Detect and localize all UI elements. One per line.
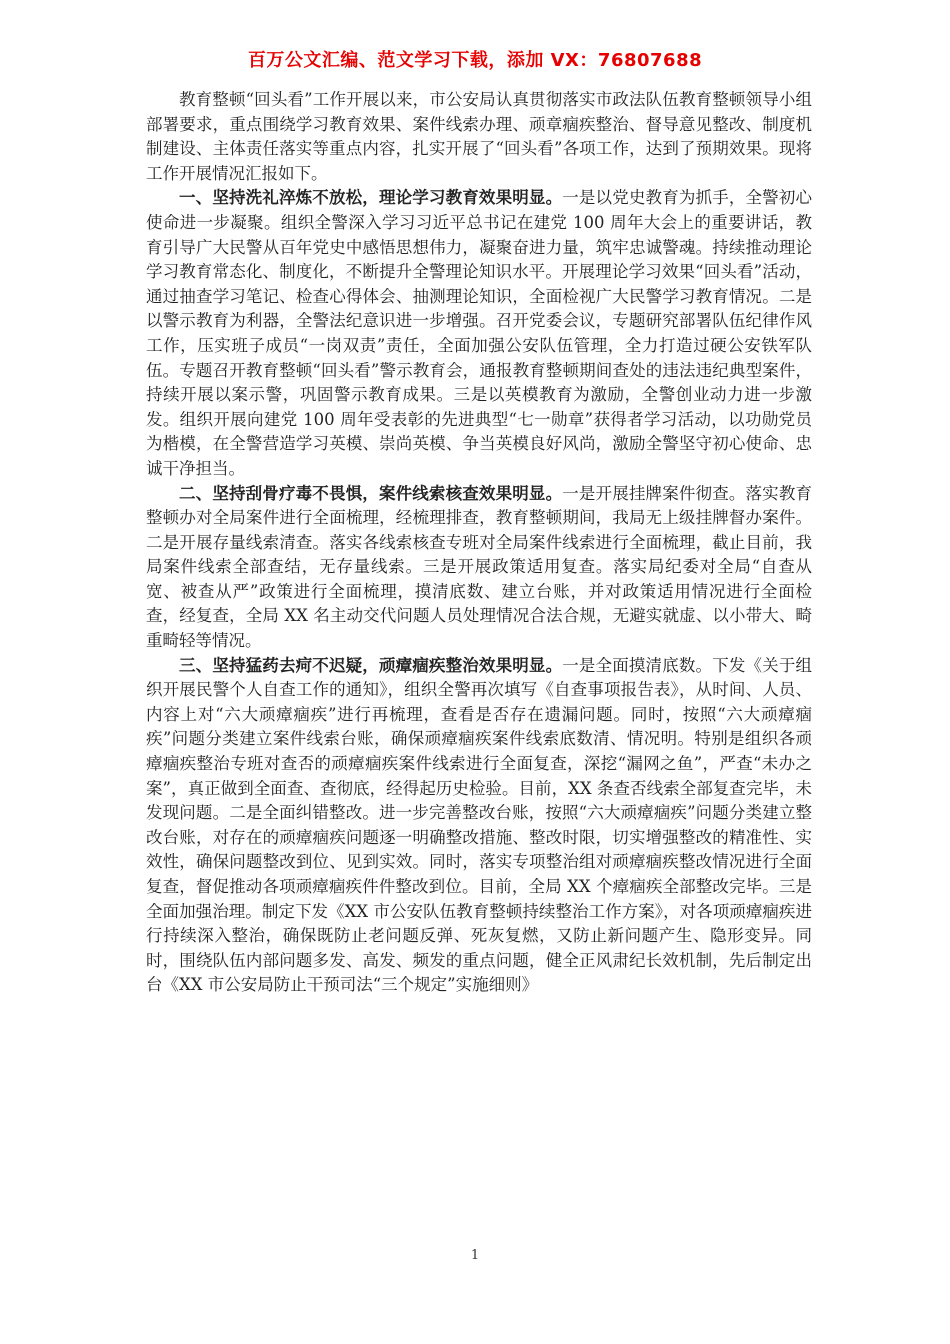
section-text: 一是开展挂牌案件彻查。落实教育整顿办对全局案件进行全面梳理，经梳理排查，教育整顿期间，我局无上级挂牌督办案件。二是开展存量线索清查。落实各线索核查专班对全局案件线索进行全面梳理，截止目前，我局案件线索全部查结，无存量线索。三是开展政策适用复查。落实局纪委对全局“自查从宽、被查从严”政策进行全面梳理，摸清底数、建立台账，并对政策适用情况进行全面检查，经复查，全局 XX 名主动交代问题人员处理情况合法合规，无避实就虚、以小带大、畸重畸轻等情况。 <box>146 483 813 651</box>
document-body <box>146 88 812 998</box>
section-text: 一是以党史教育为抓手，全警初心使命进一步凝聚。组织全警深入学习习近平总书记在建党 100 周年大会上的重要讲话，教育引导广大民警从百年党史中感悟思想伟力，凝聚奋进力量，筑牢忠诚警魂。持续推动理论学习教育常态化、制度化，不断提升全警理论知识水平。开展理论学习效果“回头看”活动，通过抽查学习笔记、检查心得体会、抽测理论知识，全面检视广大民警学习教育情况。二是以警示教育为利器，全警法纪意识进一步增强。召开党委会议，专题研究部署队伍纪律作风工作，压实班子成员“一岗双责”责任，全面加强公安队伍管理，全力打造过硬公安铁军队伍。专题召开教育整顿“回头看”警示教育会，通报教育整顿期间查处的违法违纪典型案件，持续开展以案示警，巩固警示教育成果。三是以英模教育为激励，全警创业动力进一步激发。组织开展向建党 100 周年受表彰的先进典型“七一勋章”获得者学习活动，以功勋党员为楷模，在全警营造学习英模、崇尚英模、争当英模良好风尚，激励全警坚守初心使命、忠诚干净担当。 <box>146 188 813 478</box>
intro-paragraph: 教育整顿“回头看”工作开展以来，市公安局认真贯彻落实市政法队伍教育整顿领导小组部署要求，重点围绕学习教育效果、案件线索办理、顽章痼疾整治、督导意见整改、制度机制建设、主体责任落实等重点内容，扎实开展了“回头看”各项工作，达到了预期效果。现将工作开展情况汇报如下。 <box>146 90 812 183</box>
section-text: 一是全面摸清底数。下发《关于组织开展民警个人自查工作的通知》，组织全警再次填写《自查事项报告表》，从时间、人员、内容上对“六大顽瘴痼疾”进行再梳理，查看是否存在遗漏问题。同时，按照“六大顽瘴痼疾”问题分类建立案件线索台账，确保顽瘴痼疾案件线索底数清、情况明。特别是组织各顽瘴痼疾整治专班对查否的顽瘴痼疾案件线索进行全面复查，深挖“漏网之鱼”，严查“未办之案”，真正做到全面查、查彻底，经得起历史检验。目前，XX 条查否线索全部复查完毕，未发现问题。二是全面纠错整改。进一步完善整改台账，按照“六大顽瘴痼疾”问题分类建立整改台账，对存在的顽瘴痼疾问题逐一明确整改措施、整改时限，切实增强整改的精准性、实效性，确保问题整改到位、见到实效。同时，落实专项整治组对顽瘴痼疾整改情况进行全面复查，督促推动各项顽瘴痼疾件件整改到位。目前，全局 XX 个瘴痼疾全部整改完毕。三是全面加强治理。制定下发《XX 市公安队伍教育整顿持续整治工作方案》，对各项顽瘴痼疾进行持续深入整治，确保既防止老问题反弹、死灰复燃，又防止新问题产生、隐形变异。同时，围绕队伍内部问题多发、高发、频发的重点问题，健全正风肃纪长效机制，先后制定出台《XX 市公安局防止干预司法“三个规定”实施细则》 <box>146 655 813 995</box>
section-heading: 二、坚持刮骨疗毒不畏惧，案件线索核查效果明显。 <box>179 483 563 503</box>
section-heading: 一、坚持洗礼淬炼不放松，理论学习教育效果明显。 <box>179 188 563 208</box>
section-heading: 三、坚持猛药去疴不迟疑，顽瘴痼疾整治效果明显。 <box>179 655 563 675</box>
section-paragraph <box>146 482 812 654</box>
section-paragraph <box>146 654 812 998</box>
header-watermark: 百万公文汇编、范文学习下载，添加 VX：76807688 <box>247 50 703 71</box>
page-number: 1 <box>470 1248 480 1263</box>
section-paragraph <box>146 186 812 481</box>
